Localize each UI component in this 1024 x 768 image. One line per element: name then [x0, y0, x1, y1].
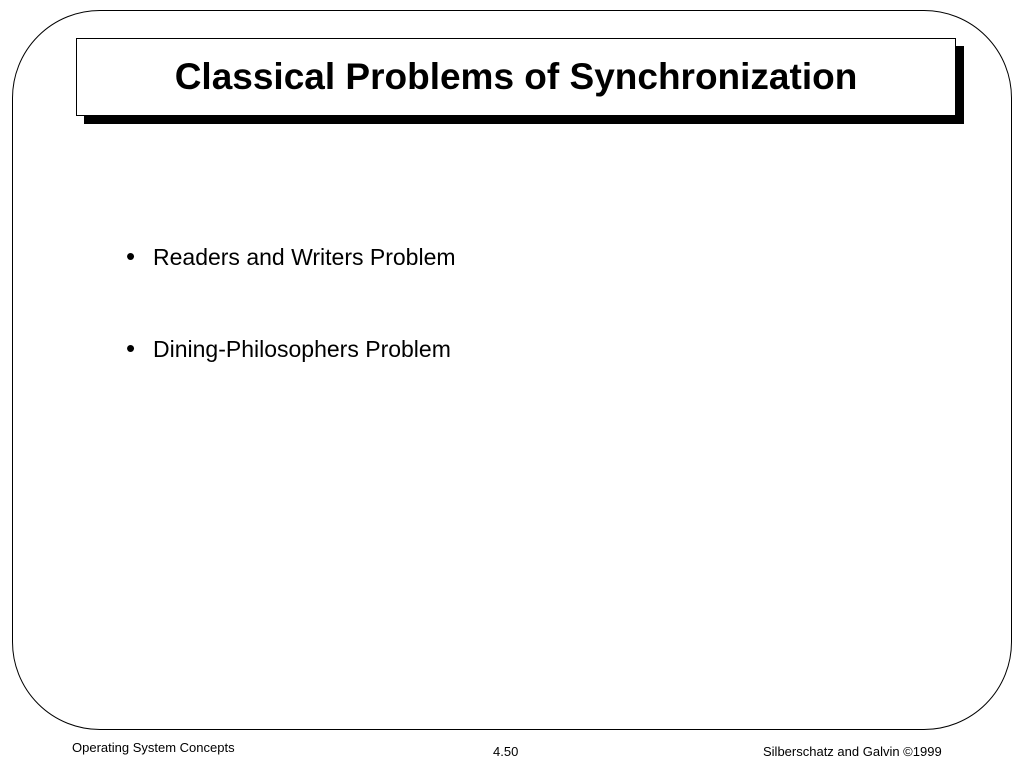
- bullet-icon: •: [126, 333, 136, 363]
- bullet-text: Readers and Writers Problem: [153, 244, 456, 270]
- bullet-list: [126, 243, 456, 427]
- list-item: [126, 243, 456, 335]
- slide-title: Classical Problems of Synchronization: [174, 56, 858, 97]
- bullet-icon: •: [126, 241, 136, 271]
- footer-copyright: Silberschatz and Galvin ©1999: [763, 744, 942, 759]
- footer-course-title: Operating System Concepts: [72, 740, 235, 755]
- title-box: [76, 38, 956, 116]
- bullet-text: Dining-Philosophers Problem: [153, 336, 451, 362]
- footer-slide-number: 4.50: [493, 744, 519, 759]
- list-item: [126, 335, 456, 427]
